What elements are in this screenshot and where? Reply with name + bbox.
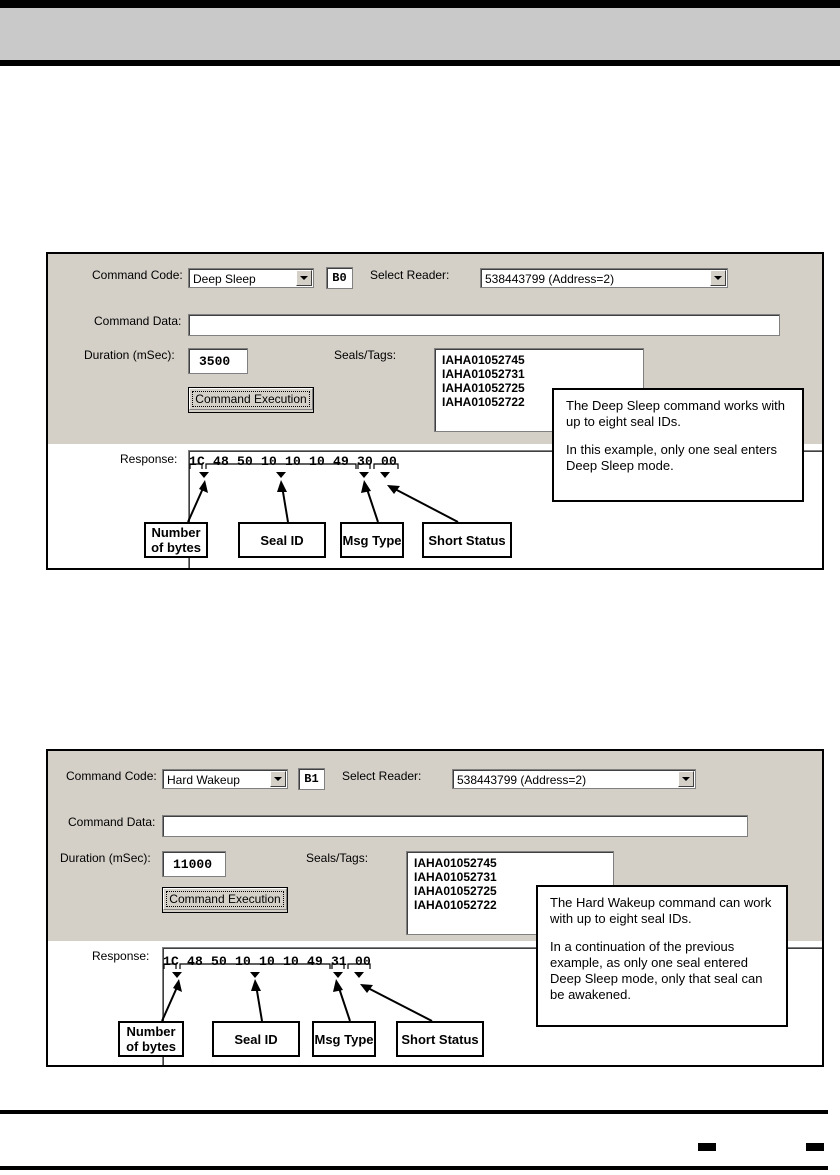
list-item[interactable]: IAHA01052731 [442, 367, 525, 381]
list-item[interactable]: IAHA01052725 [414, 884, 497, 898]
callout-text: In this example, only one seal enters Deep Sleep mode. [566, 442, 778, 473]
command-code-hex: B1 [298, 768, 325, 790]
command-execution-label: Command Execution [189, 388, 313, 410]
response-value: 1C 48 50 10 10 10 49 31 00 [163, 954, 372, 969]
annotation-arrows [48, 751, 824, 1067]
footer-mark [806, 1143, 824, 1151]
page-header-band [0, 8, 840, 60]
command-execution-label: Command Execution [163, 888, 287, 910]
hard-wakeup-screenshot [46, 749, 824, 1067]
footer-rule [0, 1110, 828, 1114]
seals-tags-label: Seals/Tags: [334, 348, 397, 362]
list-item[interactable]: IAHA01052745 [414, 856, 497, 870]
command-code-label: Command Code: [92, 268, 183, 282]
duration-input[interactable]: 11000 [162, 851, 226, 877]
list-item[interactable]: IAHA01052731 [414, 870, 497, 884]
msg-type-label: Msg Type [312, 1021, 376, 1057]
duration-label: Duration (mSec): [84, 348, 175, 362]
list-item[interactable]: IAHA01052722 [414, 898, 497, 912]
short-status-label: Short Status [422, 522, 512, 558]
short-status-label: Short Status [396, 1021, 484, 1057]
response-label: Response: [120, 452, 178, 466]
duration-label: Duration (mSec): [60, 851, 151, 865]
select-reader-label: Select Reader: [342, 769, 422, 783]
reader-value: 538443799 (Address=2) [457, 773, 587, 787]
command-code-label: Command Code: [66, 769, 157, 783]
footer-mark [698, 1143, 716, 1151]
number-of-bytes-label: Number of bytes [118, 1021, 184, 1057]
response-value: 1C 48 50 10 10 10 49 30 00 [189, 454, 398, 469]
seal-id-label: Seal ID [238, 522, 326, 558]
seals-tags-label: Seals/Tags: [306, 851, 369, 865]
callout-text: The Hard Wakeup command can work with up to eight seal IDs. [550, 895, 772, 926]
command-data-label: Command Data: [68, 815, 156, 829]
response-label: Response: [92, 949, 150, 963]
seal-id-label: Seal ID [212, 1021, 300, 1057]
reader-value: 538443799 (Address=2) [485, 272, 615, 286]
page-header-bar [0, 0, 840, 66]
callout-text: In a continuation of the previous example, as only one seal entered Deep Sleep mode, only that seal can be awakened. [550, 939, 763, 1002]
callout-text: The Deep Sleep command works with up to eight seal IDs. [566, 398, 785, 429]
command-code-value: Hard Wakeup [167, 773, 240, 787]
duration-input[interactable]: 3500 [188, 348, 248, 374]
list-item[interactable]: IAHA01052725 [442, 381, 525, 395]
list-item[interactable]: IAHA01052745 [442, 353, 525, 367]
list-item[interactable]: IAHA01052722 [442, 395, 525, 409]
msg-type-label: Msg Type [340, 522, 404, 558]
deep-sleep-screenshot [46, 252, 824, 570]
command-code-value: Deep Sleep [193, 272, 256, 286]
command-data-label: Command Data: [94, 314, 182, 328]
footer-rule [0, 1166, 828, 1170]
command-code-hex: B0 [326, 267, 353, 289]
number-of-bytes-label: Number of bytes [144, 522, 208, 558]
select-reader-label: Select Reader: [370, 268, 450, 282]
